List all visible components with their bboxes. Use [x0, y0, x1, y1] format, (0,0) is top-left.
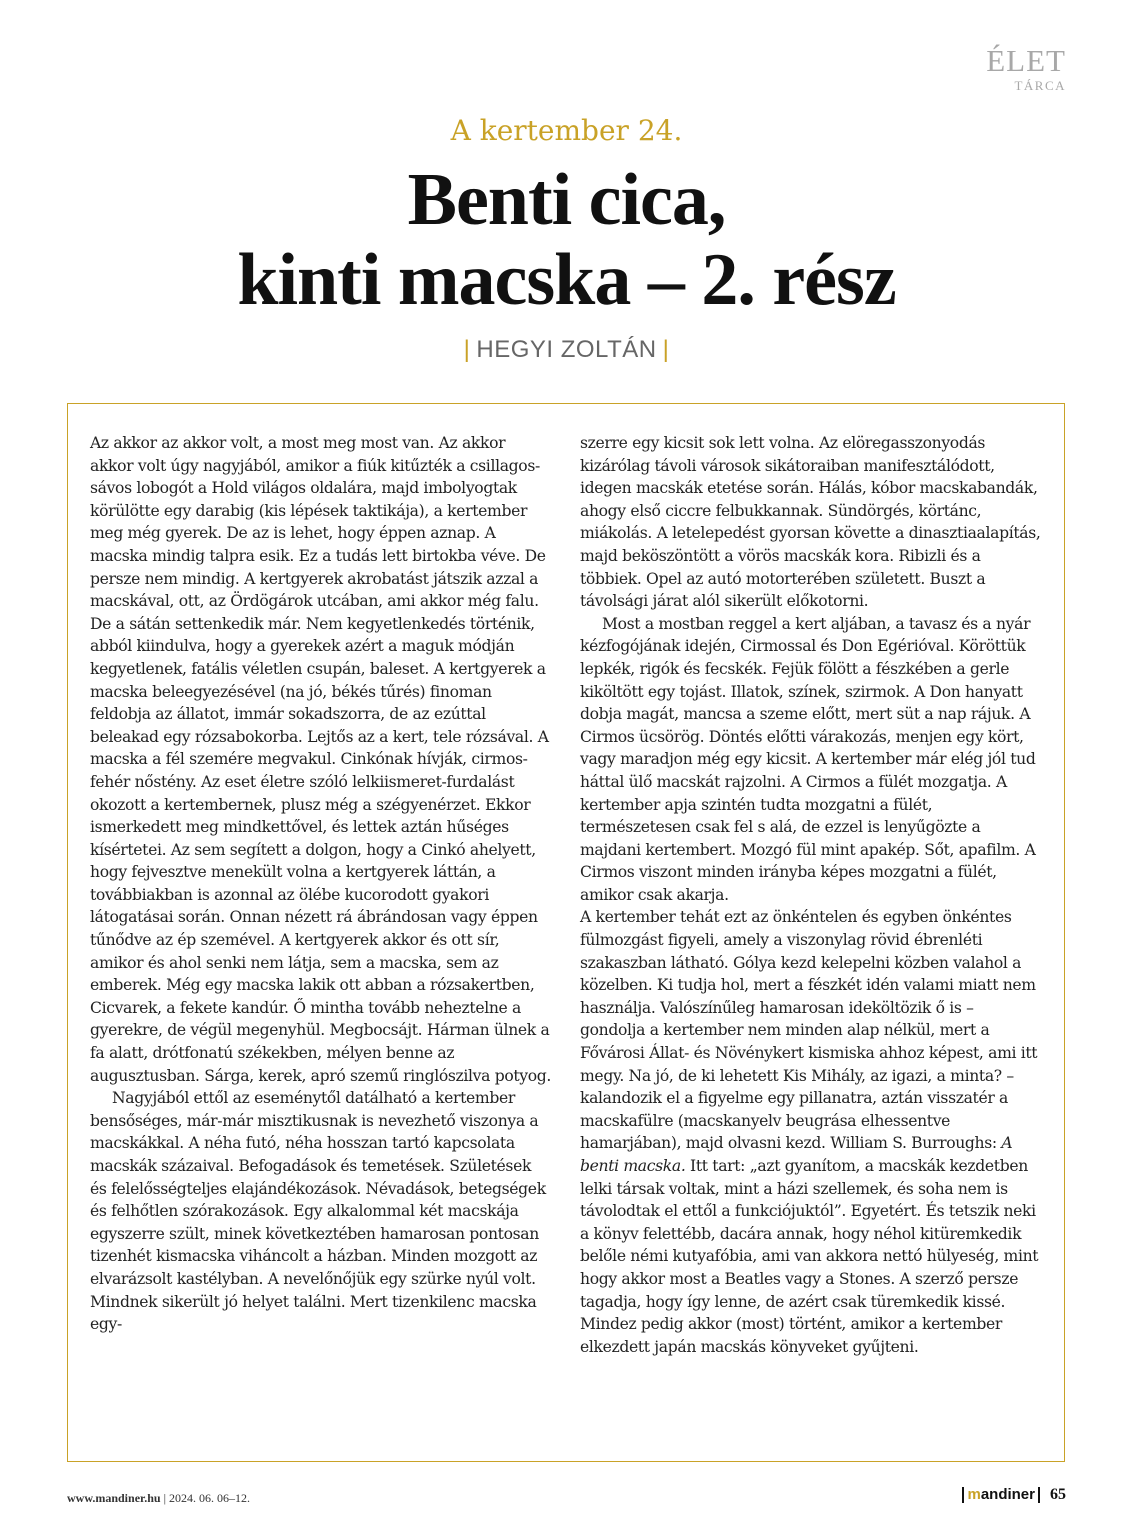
website-url: www.mandiner.hu [67, 1491, 161, 1505]
author-byline [0, 336, 1133, 364]
footer-info [67, 1491, 250, 1506]
footer-separator: | [163, 1491, 166, 1505]
article-paragraph: Nagyjából ettől az eseménytől datálható a kertember bensőséges, már-már misztikusnak is nevezhető viszonya a macskákkal. A néha futó, néha hosszan tartó kapcsolata macskák százaival. Befogadások és temetések. Születések és felelősségteljes elajándékozások. Névadások, betegségek és felhőtlen szórakozások. Egy alkalommal két macskája egyszerre szült, minek következtében hamarosan pontosan tizenhét kismacska viháncolt a házban. Minden mozgott az elvarázsolt kastélyban. A nevelőnőjük egy szürke nyúl volt. Mindnek sikerült jó helyet találni. Mert tizenkilenc macska egy- [90, 1089, 546, 1334]
article-column-right [580, 432, 1042, 1358]
headline-line-1: Benti cica, [407, 159, 726, 241]
page-number: 65 [1050, 1486, 1066, 1503]
article-kicker: A kertember 24. [450, 114, 683, 147]
section-label [986, 44, 1066, 94]
byline-bar-left: | [463, 336, 471, 363]
byline-bar-right: | [662, 336, 670, 363]
issue-date: 2024. 06. 06–12. [169, 1491, 250, 1505]
article-paragraph: Most a mostban reggel a kert aljában, a tavasz és a nyár kézfogójának idején, Cirmossal és Don Egérióval. Köröttük lepkék, rigók és fecskék. Fejük fölött a fészkében a gerle kiköltött egy tojást. Illatok, színek, szirmok. A Don hanyatt dobja magát, mancsa a szeme előtt, mert süt a nap rájuk. A Cirmos ücsörög. Döntés előtti várakozás, menjen egy kört, vagy maradjon még egy kicsit. A kertember már elég jól tud háttal ülő macskát rajzolni. A Cirmos a fülét mozgatja. A kertember apja szintén tudta mozgatni a fülét, természetesen csak fel s alá, de ezzel is lenyűgözte a majdani kertembert. Mozgó fül mint apakép. Sőt, apafilm. A Cirmos viszont minden irányba képes mozgatni a fülét, amikor csak akarja. [580, 614, 1036, 904]
article-body-frame [67, 403, 1065, 1462]
footer-brand [962, 1486, 1066, 1504]
mandiner-logo: mandiner [962, 1487, 1040, 1503]
author-name: HEGYI ZOLTÁN [476, 336, 657, 363]
section-subtitle: TÁRCA [1014, 78, 1066, 93]
headline-line-2: kinti macska – 2. rész [237, 239, 896, 321]
article-paragraph: szerre egy kicsit sok lett volna. Az elöregasszonyodás kizárólag távoli városok sikátoraiban manifesztálódott, idegen macskák etetése során. Hálás, kóbor macskabandák, ahogy első ciccre felbukkannak. Sündörgés, körtánc, miákolás. A letelepedést gyorsan követte a dinasztiaalapítás, majd beköszöntött a vörös macskák kora. Ribizli és a többiek. Opel az autó motorterében született. Buszt a távolsági járat alól sikerült előkotorni. [580, 434, 1041, 611]
paragraph-text: A kertember tehát ezt az önkéntelen és egyben önkéntes fülmozgást figyeli, amely a viszonylag rövid ébrenléti szakaszban látható. Gólya kezd kelepelni közben valahol a közelben. Ki tudja hol, mert a fészkét idén valami miatt nem használja. Valószínűleg hamarosan ideköltözik ő is – gondolja a kertember nem minden alap nélkül, mert a Fővárosi Állat- és Növénykert kismiska ahhoz képest, ami itt megy. Na jó, de ki lehetett Kis Mihály, az igazi, a minta? – kalandozik el a figyelme egy pillanatra, aztán visszatér a macskafülre (macskanyelv beugrása elhessentve hamarjában), majd olvasni kezd. William S. Burroughs: [580, 908, 1038, 1153]
article-headline [0, 160, 1133, 320]
article-paragraph: Az akkor az akkor volt, a most meg most van. Az akkor akkor volt úgy nagyjából, amikor a fiúk kitűzték a csillagos-sávos lobogót a Hold világos oldalára, majd imbolyogtak körülötte egy darabig (kis lépések taktikája), a kertember meg még gyerek. De az is lehet, hogy éppen aznap. A macska mindig talpra esik. Ez a tudás lett birtokba véve. De persze nem mindig. A kertgyerek akrobatást játszik azzal a macskával, ott, az Ördögárok utcában, ami akkor még falu. De a sátán settenkedik már. Nem kegyetlenkedés történik, abból kiindulva, hogy a gyerekek azért a maguk módján kegyetlenek, fatális véletlen csupán, baleset. A kertgyerek a macska beleegyezésével (na jó, békés tűrés) finoman feldobja az állatot, immár sokadszorra, de az ezúttal beleakad egy rózsabokorba. Lejtős az a kert, tele rózsával. A macska a fél szemére megvakul. Cinkónak hívják, cirmos-fehér nőstény. Az eset életre szóló lelkiismeret-furdalást okozott a kertembernek, plusz még a szégyenérzet. Ekkor ismerkedett meg mindkettővel, és lettek aztán hűséges kísértetei. Az sem segített a dolgon, hogy a Cinkó ahelyett, hogy fejvesztve menekült volna a kertgyerek láttán, a továbbiakban is azonnal az ölébe kucorodott gyakori látogatásai során. Onnan nézett rá ábrándosan vagy éppen tűnődve az ép szemével. A kertgyerek akkor és ott sír, amikor és ahol senki nem látja, sem a macska, sem az emberek. Még egy macska lakik ott abban a rózsakertben, Cicvarek, a fekete kandúr. Ő mintha tovább neheztelne a gyerekre, de végül megenyhül. Megbocsájt. Hárman ülnek a fa alatt, drótfonatú székekben, mélyen benne az augusztusban. Sárga, kerek, apró szemű ringlószilva potyog. [90, 434, 552, 1085]
section-title: ÉLET [986, 43, 1066, 78]
book-title: A benti macska. [580, 1134, 1013, 1175]
article-column-left [90, 432, 552, 1336]
paragraph-text: Itt tart: „azt gyanítom, a macskák kezdetben lelki társak voltak, mint a házi szellemek, és soha nem is távolodtak el ettől a funkciójuktól”. Egyetért. És tetszik neki a könyv felettébb, dacára annak, hogy néhol kitüremkedik belőle némi kutyafóbia, ami van akkora nettó hülyeség, mint hogy akkor most a Beatles vagy a Stones. A szerző persze tagadja, hogy így lenne, de azért csak türemkedik kissé. Mindez pedig akkor (most) történt, amikor a kertember elkezdett japán macskás könyveket gyűjteni. [580, 1157, 1039, 1356]
article-paragraph [580, 906, 1042, 1358]
